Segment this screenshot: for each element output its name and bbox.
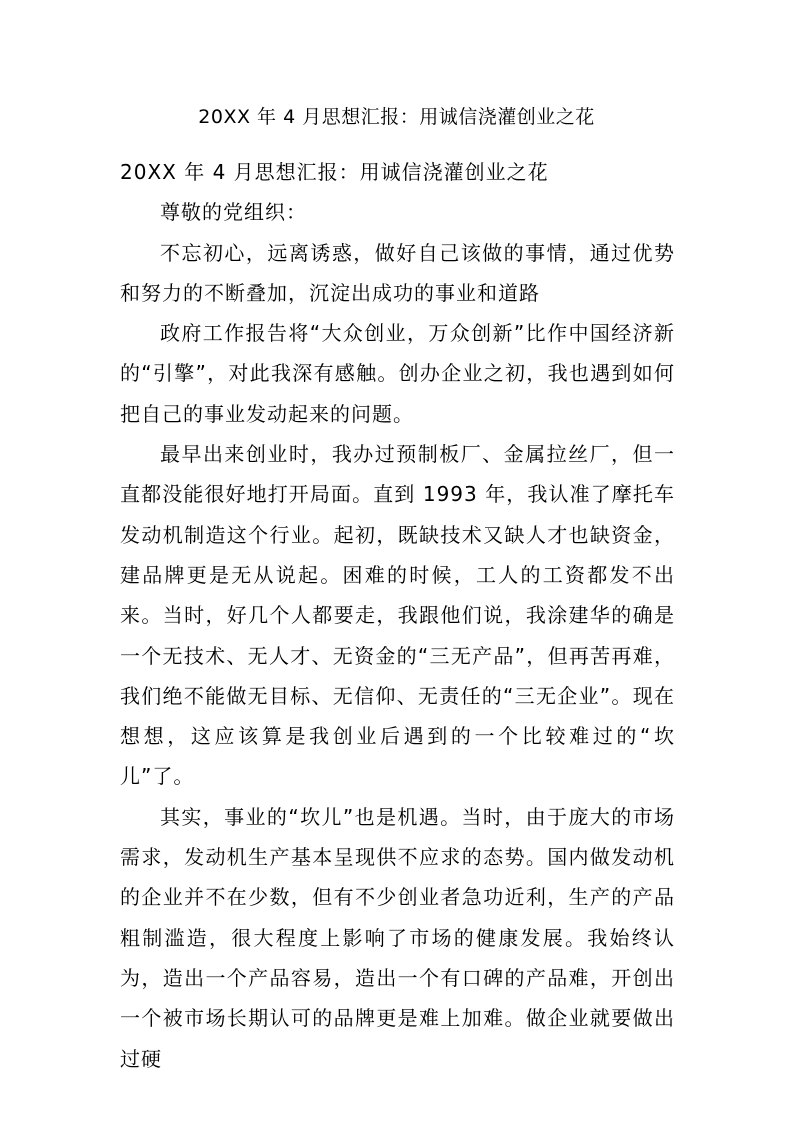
salutation: 尊敬的党组织： <box>160 200 307 225</box>
paragraph: 最早出来创业时，我办过预制板厂、金属拉丝厂，但一直都没能很好地打开局面。直到 1993 年，我认准了摩托车发动机制造这个行业。起初，既缺技术又缺人才也缺资金，建品牌更是无从说起。困难的时候，工人的工资都发不出来。当时，好几个人都要走，我跟他们说，我涂建华的确是一个无技术、无人才、无资金的“三无产品”，但再苦再难，我们绝不能做无目标、无信仰、无责任的“三无企业”。现在想想，这应该算是我创业后遇到的一个比较难过的“坎儿”了。 <box>120 442 675 789</box>
document-title: 20XX 年 4 月思想汇报：用诚信浇灌创业之花 <box>198 106 595 128</box>
paragraph: 政府工作报告将“大众创业，万众创新”比作中国经济新的“引擎”，对此我深有感触。创办企业之初，我也遇到如何把自己的事业发动起来的问题。 <box>120 321 675 426</box>
paragraph: 不忘初心，远离诱惑，做好自己该做的事情，通过优势和努力的不断叠加，沉淀出成功的事业和道路 <box>120 240 675 305</box>
paragraph: 其实，事业的“坎儿”也是机遇。当时，由于庞大的市场需求，发动机生产基本呈现供不应求的态势。国内做发动机的企业并不在少数，但有不少创业者急功近利，生产的产品粗制滥造，很大程度上影响了市场的健康发展。我始终认为，造出一个产品容易，造出一个有口碑的产品难，开创出一个被市场长期认可的品牌更是难上加难。做企业就要做出过硬 <box>120 804 675 1071</box>
document-body <box>120 152 675 1079</box>
document-heading: 20XX 年 4 月思想汇报：用诚信浇灌创业之花 <box>120 160 549 184</box>
